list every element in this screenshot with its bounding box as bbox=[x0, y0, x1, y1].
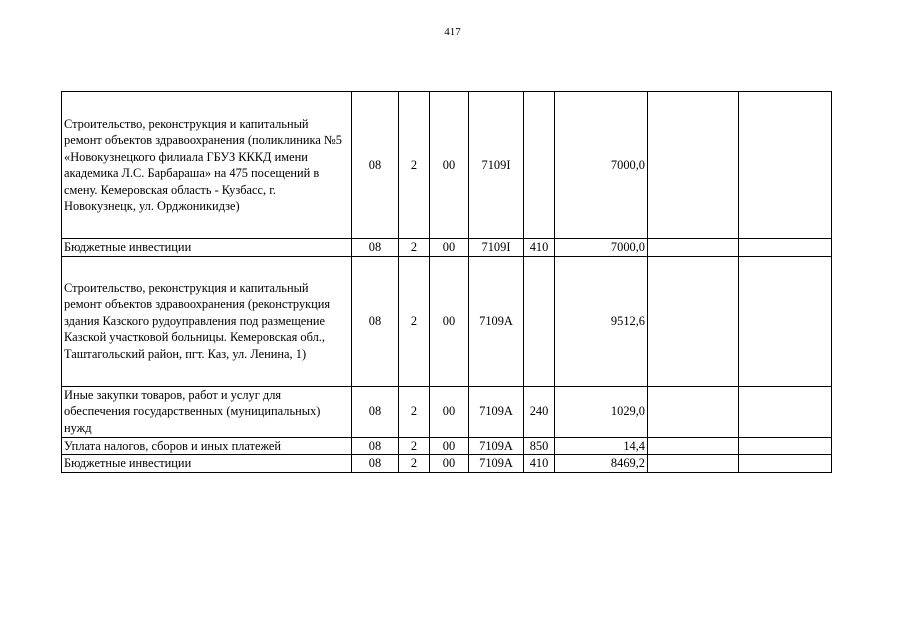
cell-expense-type bbox=[524, 256, 555, 386]
cell-amount: 8469,2 bbox=[555, 455, 648, 473]
cell-target-article: 7109A bbox=[469, 256, 524, 386]
table-row bbox=[62, 256, 832, 386]
cell-target-article: 7109A bbox=[469, 455, 524, 473]
cell-expense-type bbox=[524, 92, 555, 239]
cell-empty-2 bbox=[739, 455, 832, 473]
cell-empty-2 bbox=[739, 92, 832, 239]
cell-program-code: 00 bbox=[430, 239, 469, 257]
cell-expense-type: 410 bbox=[524, 239, 555, 257]
cell-amount: 7000,0 bbox=[555, 92, 648, 239]
cell-program-code: 00 bbox=[430, 437, 469, 455]
cell-name: Иные закупки товаров, работ и услуг для обеспечения государственных (муниципальных) нужд bbox=[62, 386, 352, 437]
cell-program-code: 00 bbox=[430, 455, 469, 473]
cell-target-article: 7109I bbox=[469, 239, 524, 257]
cell-amount: 9512,6 bbox=[555, 256, 648, 386]
cell-target-article: 7109I bbox=[469, 92, 524, 239]
cell-subsection: 2 bbox=[399, 256, 430, 386]
cell-name: Строительство, реконструкция и капитальный ремонт объектов здравоохранения (поликлиника №5 «Новокузнецкого филиала ГБУЗ КККД имени академика Л.С. Барбараша» на 475 посещений в смену. Кемеровская область - Кузбасс, г. Новокузнецк, ул. Орджоникидзе) bbox=[62, 92, 352, 239]
page-number: 417 bbox=[444, 26, 461, 38]
cell-subsection: 2 bbox=[399, 239, 430, 257]
cell-amount: 14,4 bbox=[555, 437, 648, 455]
cell-program-code: 00 bbox=[430, 92, 469, 239]
cell-empty-2 bbox=[739, 256, 832, 386]
cell-target-article: 7109A bbox=[469, 437, 524, 455]
cell-empty-2 bbox=[739, 386, 832, 437]
table-row bbox=[62, 92, 832, 239]
cell-empty-1 bbox=[648, 256, 739, 386]
cell-empty-1 bbox=[648, 386, 739, 437]
cell-section: 08 bbox=[352, 455, 399, 473]
cell-empty-2 bbox=[739, 437, 832, 455]
cell-expense-type: 850 bbox=[524, 437, 555, 455]
cell-empty-1 bbox=[648, 455, 739, 473]
cell-subsection: 2 bbox=[399, 92, 430, 239]
budget-table bbox=[61, 91, 832, 473]
cell-target-article: 7109A bbox=[469, 386, 524, 437]
cell-section: 08 bbox=[352, 256, 399, 386]
cell-program-code: 00 bbox=[430, 386, 469, 437]
cell-expense-type: 410 bbox=[524, 455, 555, 473]
cell-section: 08 bbox=[352, 92, 399, 239]
cell-name: Бюджетные инвестиции bbox=[62, 239, 352, 257]
cell-empty-1 bbox=[648, 239, 739, 257]
cell-section: 08 bbox=[352, 239, 399, 257]
cell-section: 08 bbox=[352, 386, 399, 437]
cell-name: Бюджетные инвестиции bbox=[62, 455, 352, 473]
cell-name: Уплата налогов, сборов и иных платежей bbox=[62, 437, 352, 455]
cell-subsection: 2 bbox=[399, 437, 430, 455]
table-row bbox=[62, 386, 832, 437]
table-row bbox=[62, 239, 832, 257]
cell-section: 08 bbox=[352, 437, 399, 455]
cell-empty-1 bbox=[648, 92, 739, 239]
cell-empty-1 bbox=[648, 437, 739, 455]
cell-empty-2 bbox=[739, 239, 832, 257]
cell-subsection: 2 bbox=[399, 386, 430, 437]
table-row bbox=[62, 437, 832, 455]
cell-expense-type: 240 bbox=[524, 386, 555, 437]
cell-amount: 1029,0 bbox=[555, 386, 648, 437]
cell-name: Строительство, реконструкция и капитальный ремонт объектов здравоохранения (реконструкция здания Казского рудоуправления под размещение Казской участковой больницы. Кемеровская обл., Таштагольский район, пгт. Каз, ул. Ленина, 1) bbox=[62, 256, 352, 386]
cell-subsection: 2 bbox=[399, 455, 430, 473]
cell-program-code: 00 bbox=[430, 256, 469, 386]
table-row bbox=[62, 455, 832, 473]
cell-amount: 7000,0 bbox=[555, 239, 648, 257]
